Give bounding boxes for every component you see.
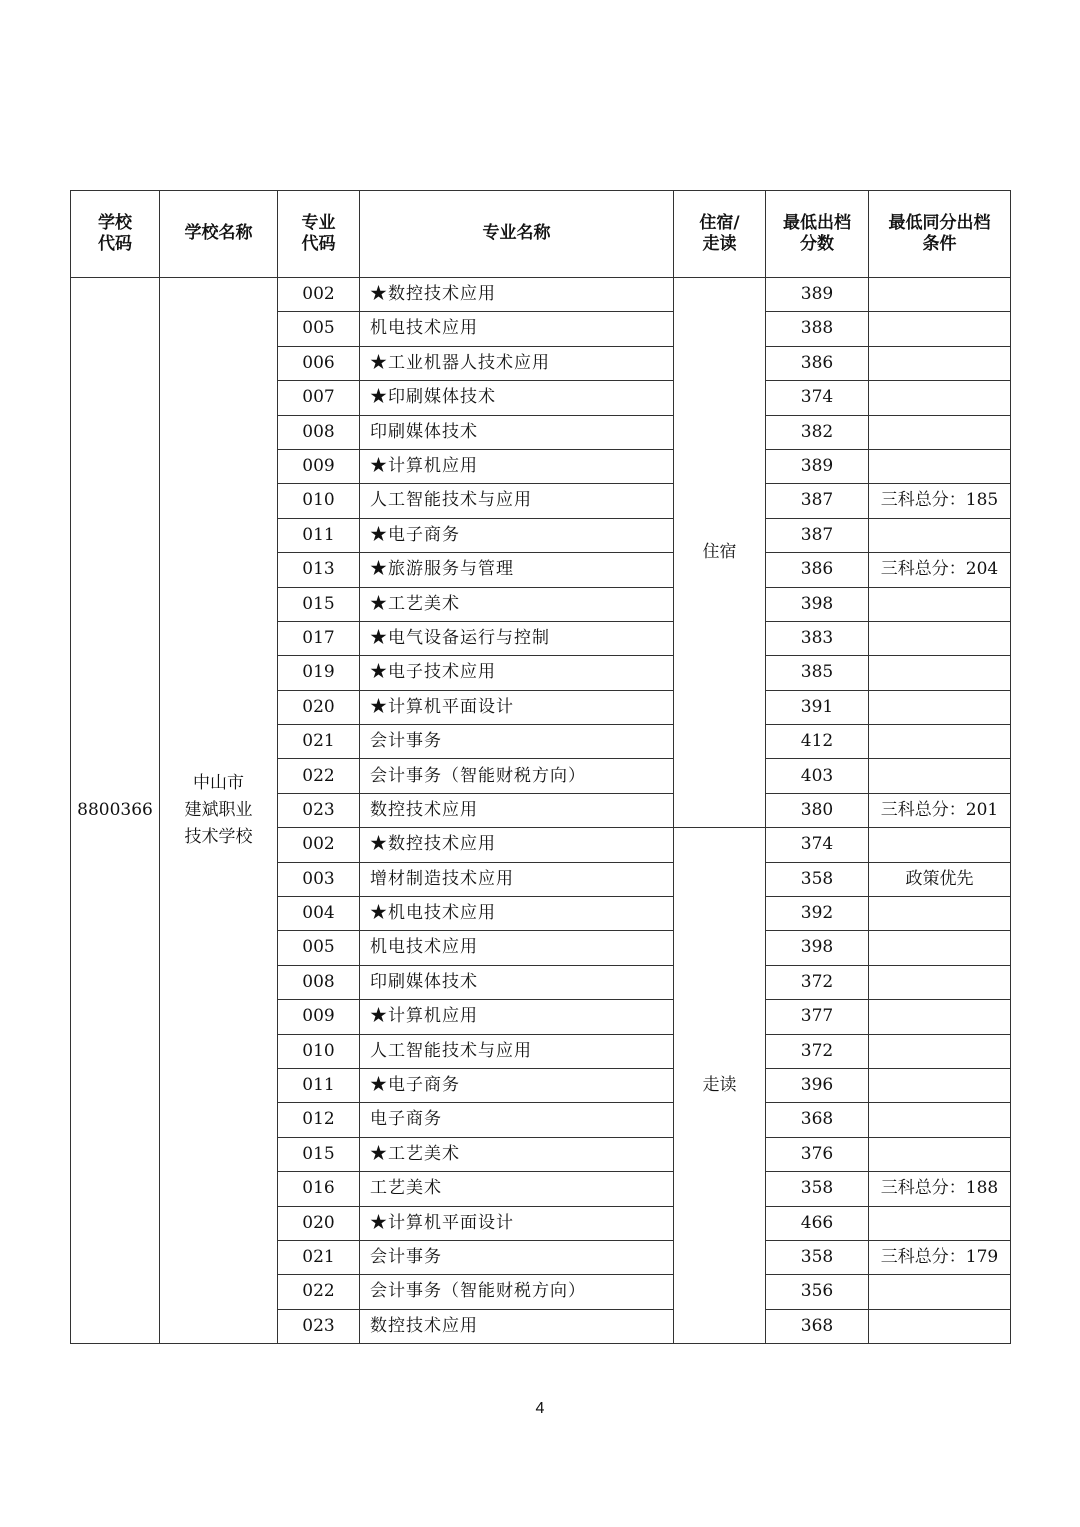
- tie-condition-cell: [869, 1103, 1011, 1137]
- tie-condition-cell: 政策优先: [869, 862, 1011, 896]
- tie-condition-cell: [869, 449, 1011, 483]
- min-score-cell: 377: [766, 1000, 869, 1034]
- tie-condition-cell: 三科总分：185: [869, 484, 1011, 518]
- major-name-cell: ★电气设备运行与控制: [360, 621, 674, 655]
- major-name-cell: 机电技术应用: [360, 312, 674, 346]
- tie-condition-cell: [869, 278, 1011, 312]
- major-name-cell: 数控技术应用: [360, 793, 674, 827]
- tie-condition-cell: 三科总分：188: [869, 1172, 1011, 1206]
- major-code-cell: 010: [278, 1034, 360, 1068]
- header-major-code: 专业 代码: [278, 191, 360, 278]
- major-name-cell: 印刷媒体技术: [360, 415, 674, 449]
- tie-condition-cell: [869, 1068, 1011, 1102]
- tie-condition-cell: [869, 621, 1011, 655]
- major-name-cell: 人工智能技术与应用: [360, 484, 674, 518]
- min-score-cell: 389: [766, 278, 869, 312]
- major-code-cell: 021: [278, 725, 360, 759]
- min-score-cell: 374: [766, 381, 869, 415]
- major-name-cell: ★计算机平面设计: [360, 1206, 674, 1240]
- min-score-cell: 385: [766, 656, 869, 690]
- major-code-cell: 011: [278, 518, 360, 552]
- major-name-cell: 工艺美术: [360, 1172, 674, 1206]
- tie-condition-cell: 三科总分：204: [869, 553, 1011, 587]
- major-name-cell: 人工智能技术与应用: [360, 1034, 674, 1068]
- min-score-cell: 403: [766, 759, 869, 793]
- major-name-cell: ★机电技术应用: [360, 897, 674, 931]
- min-score-cell: 356: [766, 1275, 869, 1309]
- min-score-cell: 396: [766, 1068, 869, 1102]
- tie-condition-cell: [869, 1309, 1011, 1343]
- min-score-cell: 380: [766, 793, 869, 827]
- header-school-name: 学校名称: [160, 191, 278, 278]
- major-code-cell: 013: [278, 553, 360, 587]
- min-score-cell: 386: [766, 553, 869, 587]
- min-score-cell: 358: [766, 862, 869, 896]
- tie-condition-cell: [869, 1137, 1011, 1171]
- min-score-cell: 391: [766, 690, 869, 724]
- major-code-cell: 011: [278, 1068, 360, 1102]
- tie-condition-cell: [869, 759, 1011, 793]
- tie-condition-cell: [869, 690, 1011, 724]
- tie-condition-cell: [869, 897, 1011, 931]
- major-code-cell: 008: [278, 415, 360, 449]
- major-code-cell: 009: [278, 449, 360, 483]
- header-tie-condition: 最低同分出档 条件: [869, 191, 1011, 278]
- tie-condition-cell: [869, 1000, 1011, 1034]
- major-code-cell: 009: [278, 1000, 360, 1034]
- tie-condition-cell: [869, 656, 1011, 690]
- major-name-cell: 会计事务: [360, 725, 674, 759]
- header-min-score: 最低出档 分数: [766, 191, 869, 278]
- major-code-cell: 023: [278, 1309, 360, 1343]
- major-name-cell: 电子商务: [360, 1103, 674, 1137]
- min-score-cell: 387: [766, 484, 869, 518]
- major-code-cell: 002: [278, 828, 360, 862]
- header-boarding: 住宿/ 走读: [674, 191, 766, 278]
- min-score-cell: 368: [766, 1103, 869, 1137]
- major-name-cell: ★计算机应用: [360, 449, 674, 483]
- tie-condition-cell: [869, 725, 1011, 759]
- major-code-cell: 015: [278, 1137, 360, 1171]
- tie-condition-cell: [869, 415, 1011, 449]
- admission-score-table: [70, 190, 1011, 1344]
- major-name-cell: 数控技术应用: [360, 1309, 674, 1343]
- min-score-cell: 386: [766, 346, 869, 380]
- major-code-cell: 006: [278, 346, 360, 380]
- major-name-cell: ★数控技术应用: [360, 278, 674, 312]
- table-row: [71, 278, 1011, 312]
- major-code-cell: 016: [278, 1172, 360, 1206]
- major-name-cell: ★数控技术应用: [360, 828, 674, 862]
- major-name-cell: ★计算机应用: [360, 1000, 674, 1034]
- min-score-cell: 372: [766, 1034, 869, 1068]
- school-name-cell: [160, 278, 278, 1344]
- school-code-cell: 8800366: [71, 278, 160, 1344]
- major-name-cell: ★电子商务: [360, 1068, 674, 1102]
- min-score-cell: 383: [766, 621, 869, 655]
- min-score-cell: 388: [766, 312, 869, 346]
- major-code-cell: 010: [278, 484, 360, 518]
- min-score-cell: 358: [766, 1240, 869, 1274]
- boarding-cell: 住宿: [674, 278, 766, 828]
- school-name-line: 技术学校: [184, 827, 253, 848]
- major-code-cell: 020: [278, 1206, 360, 1240]
- tie-condition-cell: [869, 381, 1011, 415]
- tie-condition-cell: [869, 965, 1011, 999]
- major-code-cell: 004: [278, 897, 360, 931]
- tie-condition-cell: [869, 1275, 1011, 1309]
- major-name-cell: 会计事务（智能财税方向）: [360, 1275, 674, 1309]
- major-code-cell: 012: [278, 1103, 360, 1137]
- major-name-cell: 增材制造技术应用: [360, 862, 674, 896]
- school-name-line: 建斌职业: [184, 799, 253, 820]
- min-score-cell: 376: [766, 1137, 869, 1171]
- table-header-row: [71, 191, 1011, 278]
- major-name-cell: 会计事务: [360, 1240, 674, 1274]
- major-name-cell: ★工艺美术: [360, 1137, 674, 1171]
- min-score-cell: 466: [766, 1206, 869, 1240]
- boarding-cell: 走读: [674, 828, 766, 1344]
- major-code-cell: 002: [278, 278, 360, 312]
- tie-condition-cell: [869, 518, 1011, 552]
- major-code-cell: 005: [278, 931, 360, 965]
- min-score-cell: 374: [766, 828, 869, 862]
- header-school-code: 学校 代码: [71, 191, 160, 278]
- min-score-cell: 412: [766, 725, 869, 759]
- min-score-cell: 372: [766, 965, 869, 999]
- tie-condition-cell: [869, 587, 1011, 621]
- major-name-cell: ★印刷媒体技术: [360, 381, 674, 415]
- tie-condition-cell: [869, 1034, 1011, 1068]
- table-body: [71, 278, 1011, 1344]
- major-code-cell: 020: [278, 690, 360, 724]
- tie-condition-cell: [869, 1206, 1011, 1240]
- major-name-cell: ★工艺美术: [360, 587, 674, 621]
- tie-condition-cell: 三科总分：201: [869, 793, 1011, 827]
- major-name-cell: ★电子商务: [360, 518, 674, 552]
- major-code-cell: 015: [278, 587, 360, 621]
- major-code-cell: 022: [278, 1275, 360, 1309]
- major-code-cell: 023: [278, 793, 360, 827]
- tie-condition-cell: 三科总分：179: [869, 1240, 1011, 1274]
- min-score-cell: 392: [766, 897, 869, 931]
- major-name-cell: ★工业机器人技术应用: [360, 346, 674, 380]
- tie-condition-cell: [869, 828, 1011, 862]
- tie-condition-cell: [869, 931, 1011, 965]
- major-code-cell: 008: [278, 965, 360, 999]
- tie-condition-cell: [869, 346, 1011, 380]
- major-code-cell: 019: [278, 656, 360, 690]
- major-name-cell: ★旅游服务与管理: [360, 553, 674, 587]
- major-code-cell: 007: [278, 381, 360, 415]
- major-code-cell: 021: [278, 1240, 360, 1274]
- tie-condition-cell: [869, 312, 1011, 346]
- min-score-cell: 368: [766, 1309, 869, 1343]
- school-name-line: 中山市: [193, 772, 244, 793]
- min-score-cell: 398: [766, 931, 869, 965]
- major-code-cell: 005: [278, 312, 360, 346]
- min-score-cell: 387: [766, 518, 869, 552]
- major-code-cell: 017: [278, 621, 360, 655]
- major-name-cell: 会计事务（智能财税方向）: [360, 759, 674, 793]
- min-score-cell: 382: [766, 415, 869, 449]
- header-major-name: 专业名称: [360, 191, 674, 278]
- major-code-cell: 022: [278, 759, 360, 793]
- major-name-cell: ★计算机平面设计: [360, 690, 674, 724]
- min-score-cell: 398: [766, 587, 869, 621]
- min-score-cell: 389: [766, 449, 869, 483]
- major-name-cell: ★电子技术应用: [360, 656, 674, 690]
- min-score-cell: 358: [766, 1172, 869, 1206]
- page-number: 4: [535, 1400, 545, 1417]
- major-code-cell: 003: [278, 862, 360, 896]
- major-name-cell: 印刷媒体技术: [360, 965, 674, 999]
- major-name-cell: 机电技术应用: [360, 931, 674, 965]
